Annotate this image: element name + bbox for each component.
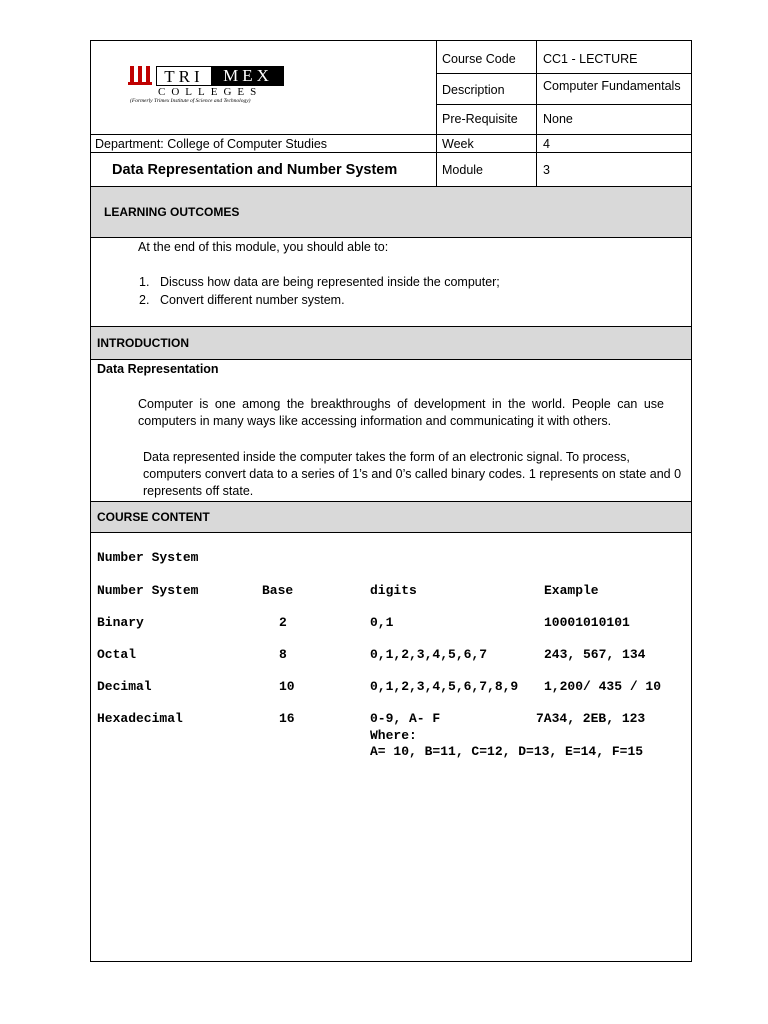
logo-subtitle: COLLEGES	[158, 86, 263, 98]
row-base: 8	[279, 647, 287, 662]
where-values: A= 10, B=11, C=12, D=13, E=14, F=15	[370, 744, 644, 759]
course-code-value: CC1 - LECTURE	[543, 52, 638, 66]
row-example: 1,200/ 435 / 10	[544, 679, 662, 694]
department: Department: College of Computer Studies	[95, 137, 328, 151]
module-label: Module	[442, 163, 483, 177]
divider	[436, 104, 692, 105]
intro-paragraph-2: Data represented inside the computer takes the form of an electronic signal. To process, computers convert data to a series of 1’s and 0’s called binary codes. 1 represents on state and 0 represents off state.	[143, 450, 682, 498]
row-digits: 0,1,2,3,4,5,6,7	[370, 647, 488, 662]
row-example: 7A34, 2EB, 123	[536, 711, 646, 726]
divider	[90, 237, 692, 238]
row-system: Binary	[97, 615, 144, 630]
description-label: Description	[442, 83, 505, 97]
module-value: 3	[543, 163, 550, 177]
intro-paragraph-1: Computer is one among the breakthroughs of development in the world. People can use computers in many ways like accessing information and communicating it with others.	[138, 397, 664, 428]
divider	[90, 134, 692, 135]
where-label: Where:	[370, 728, 417, 743]
outcome-number: 2.	[139, 293, 150, 307]
introduction-heading: INTRODUCTION	[97, 336, 189, 350]
column-header-system: Number System	[97, 583, 199, 598]
outcome-text: Discuss how data are being represented inside the computer;	[160, 275, 500, 289]
prerequisite-label: Pre-Requisite	[442, 112, 518, 126]
divider	[90, 152, 692, 153]
column-header-digits: digits	[370, 583, 417, 598]
prerequisite-value: None	[543, 112, 573, 126]
logo-name-part2: MEX	[212, 66, 284, 86]
week-value: 4	[543, 137, 550, 151]
learning-outcomes-heading: LEARNING OUTCOMES	[104, 205, 240, 219]
row-example: 243, 567, 134	[544, 647, 646, 662]
row-system: Octal	[97, 647, 137, 662]
learning-outcomes-intro: At the end of this module, you should able to:	[138, 240, 389, 254]
column-header-example: Example	[544, 583, 599, 598]
data-representation-subheading: Data Representation	[97, 362, 219, 376]
divider	[90, 501, 692, 502]
row-base: 10	[279, 679, 295, 694]
divider	[90, 326, 692, 327]
course-code-label: Course Code	[442, 52, 516, 66]
row-digits: 0,1,2,3,4,5,6,7,8,9	[370, 679, 519, 694]
page-title: Data Representation and Number System	[112, 162, 398, 178]
trimex-logo	[128, 64, 290, 108]
divider	[90, 532, 692, 533]
row-base: 2	[279, 615, 287, 630]
row-system: Hexadecimal	[97, 711, 183, 726]
logo-name-part1: TRI	[156, 66, 212, 86]
outcome-number: 1.	[139, 275, 150, 289]
outcome-text: Convert different number system.	[160, 293, 345, 307]
divider	[536, 40, 537, 187]
divider	[436, 73, 692, 74]
divider	[436, 40, 437, 187]
column-header-base: Base	[262, 583, 294, 598]
week-label: Week	[442, 137, 474, 151]
row-base: 16	[279, 711, 295, 726]
number-system-title: Number System	[97, 550, 199, 565]
row-digits: 0-9, A- F	[370, 711, 441, 726]
course-content-heading: COURSE CONTENT	[97, 510, 210, 524]
description-value: Computer Fundamentals	[543, 79, 681, 93]
row-digits: 0,1	[370, 615, 394, 630]
row-example: 10001010101	[544, 615, 630, 630]
divider	[90, 186, 692, 187]
logo-formerly: (Formerly Trimex Institute of Science and Technology)	[130, 98, 251, 104]
divider	[90, 359, 692, 360]
row-system: Decimal	[97, 679, 152, 694]
